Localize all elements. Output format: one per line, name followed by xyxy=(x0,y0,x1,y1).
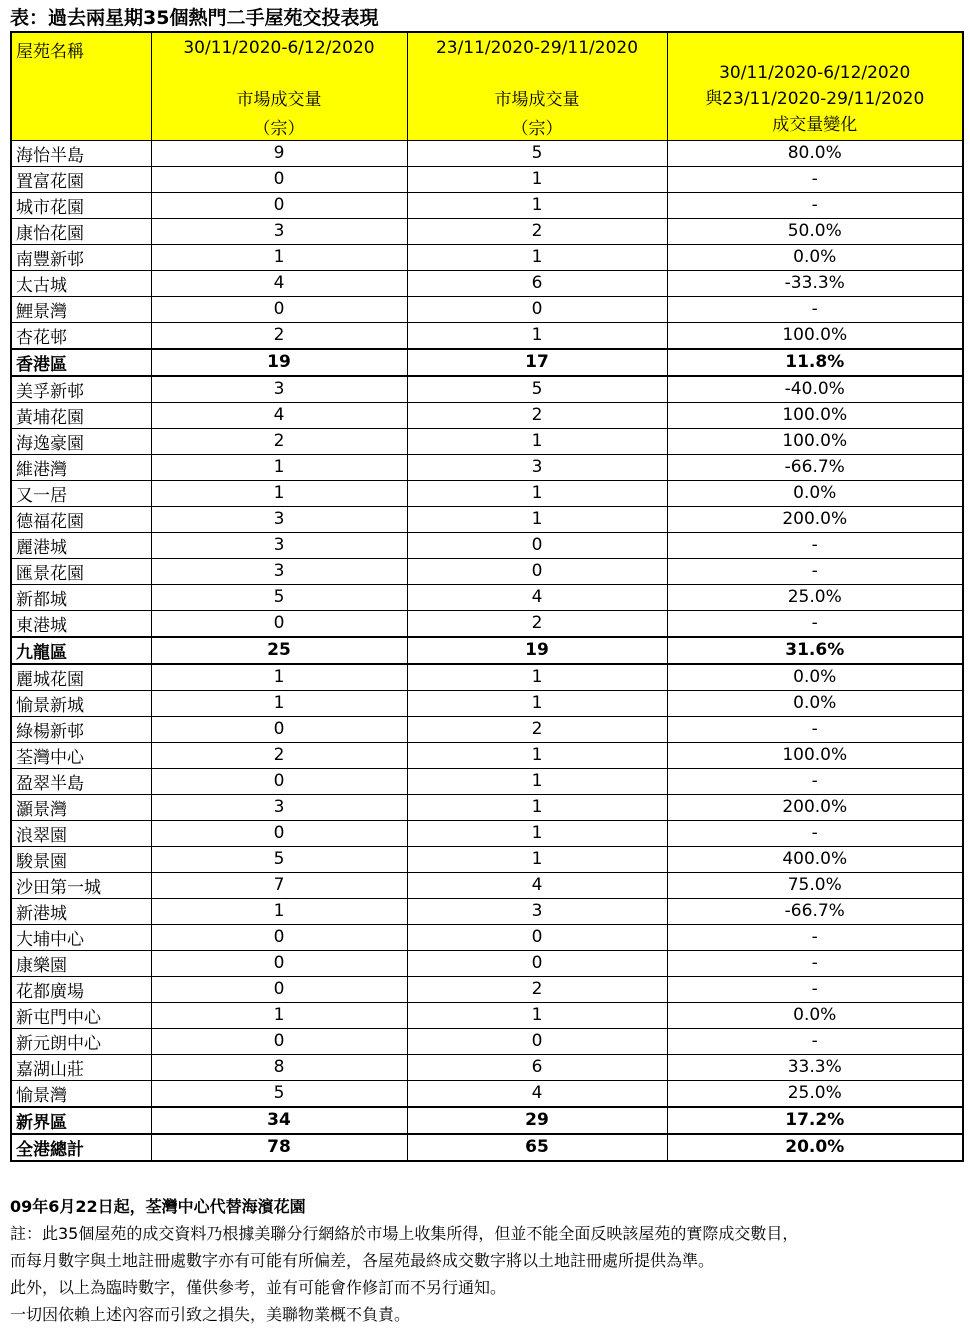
table-row xyxy=(11,768,963,794)
week1-volume-cell: 0 xyxy=(151,820,407,846)
estate-name-cell: 嘉湖山莊 xyxy=(11,1054,151,1080)
table-row xyxy=(11,270,963,296)
week2-volume-cell: 3 xyxy=(407,898,667,924)
change-cell: 11.8% xyxy=(667,349,963,376)
table-body xyxy=(11,140,963,1161)
week2-volume-cell: 4 xyxy=(407,584,667,610)
week1-volume-cell: 3 xyxy=(151,506,407,532)
change-cell: - xyxy=(667,924,963,950)
week1-volume-cell: 2 xyxy=(151,742,407,768)
week1-volume-cell: 0 xyxy=(151,976,407,1002)
week1-volume-cell: 1 xyxy=(151,690,407,716)
estate-name-cell: 鯉景灣 xyxy=(11,296,151,322)
table-row xyxy=(11,950,963,976)
change-cell: - xyxy=(667,976,963,1002)
estate-name-cell: 康樂園 xyxy=(11,950,151,976)
table-header-row xyxy=(11,32,963,140)
week1-volume-cell: 3 xyxy=(151,376,407,403)
change-cell: - xyxy=(667,192,963,218)
week2-volume-cell: 2 xyxy=(407,402,667,428)
table-row xyxy=(11,664,963,691)
week1-volume-cell: 3 xyxy=(151,558,407,584)
change-cell: 50.0% xyxy=(667,218,963,244)
footnotes xyxy=(10,1193,962,1328)
header-week1 xyxy=(151,32,407,140)
change-cell: 400.0% xyxy=(667,846,963,872)
change-cell: - xyxy=(667,296,963,322)
table-row xyxy=(11,218,963,244)
estate-name-cell: 愉景灣 xyxy=(11,1080,151,1107)
table-row xyxy=(11,1002,963,1028)
estate-name-cell: 愉景新城 xyxy=(11,690,151,716)
change-cell: - xyxy=(667,950,963,976)
week1-volume-cell: 0 xyxy=(151,1028,407,1054)
week2-volume-cell: 0 xyxy=(407,1028,667,1054)
table-row xyxy=(11,402,963,428)
week2-volume-cell: 1 xyxy=(407,794,667,820)
page-title: 表：過去兩星期35個熱門二手屋苑交投表現 xyxy=(10,7,379,29)
week2-volume-cell: 1 xyxy=(407,742,667,768)
change-cell: -66.7% xyxy=(667,454,963,480)
week1-volume-cell: 1 xyxy=(151,1002,407,1028)
week1-volume-cell: 3 xyxy=(151,532,407,558)
week1-volume-cell: 2 xyxy=(151,428,407,454)
week1-volume-cell: 4 xyxy=(151,270,407,296)
week2-volume-cell: 1 xyxy=(407,1002,667,1028)
table-row xyxy=(11,244,963,270)
week2-volume-cell: 0 xyxy=(407,950,667,976)
header-estate-name xyxy=(11,32,151,140)
change-cell: 25.0% xyxy=(667,1080,963,1107)
week1-volume-cell: 5 xyxy=(151,1080,407,1107)
header-estate-name-label: 屋苑名稱 xyxy=(16,42,84,62)
week2-volume-cell: 3 xyxy=(407,454,667,480)
header-week1-volume: 市場成交量 xyxy=(236,90,322,110)
estate-name-cell: 花都廣場 xyxy=(11,976,151,1002)
change-cell: -66.7% xyxy=(667,898,963,924)
table-row xyxy=(11,846,963,872)
change-cell: 31.6% xyxy=(667,637,963,664)
table-row xyxy=(11,716,963,742)
change-cell: 0.0% xyxy=(667,480,963,506)
week1-volume-cell: 9 xyxy=(151,140,407,166)
footnote-note4: 一切因依賴上述內容而引致之損失，美聯物業概不負責。 xyxy=(10,1304,411,1324)
estate-name-cell: 新界區 xyxy=(11,1107,151,1134)
week1-volume-cell: 1 xyxy=(151,454,407,480)
change-cell: - xyxy=(667,166,963,192)
table-row xyxy=(11,506,963,532)
week2-volume-cell: 2 xyxy=(407,976,667,1002)
estate-name-cell: 太古城 xyxy=(11,270,151,296)
estate-name-cell: 德福花園 xyxy=(11,506,151,532)
estate-name-cell: 荃灣中心 xyxy=(11,742,151,768)
header-change-line2: 與23/11/2020-29/11/2020 xyxy=(705,89,925,110)
header-week1-unit: （宗） xyxy=(253,119,305,139)
change-cell: - xyxy=(667,532,963,558)
estate-name-cell: 南豐新邨 xyxy=(11,244,151,270)
change-cell: 25.0% xyxy=(667,584,963,610)
week2-volume-cell: 1 xyxy=(407,244,667,270)
change-cell: 100.0% xyxy=(667,402,963,428)
table-row xyxy=(11,192,963,218)
table-row xyxy=(11,140,963,166)
table-row xyxy=(11,322,963,349)
week1-volume-cell: 0 xyxy=(151,192,407,218)
estate-name-cell: 美孚新邨 xyxy=(11,376,151,403)
week2-volume-cell: 5 xyxy=(407,376,667,403)
week1-volume-cell: 5 xyxy=(151,846,407,872)
table-row xyxy=(11,898,963,924)
estate-name-cell: 康怡花園 xyxy=(11,218,151,244)
change-cell: - xyxy=(667,768,963,794)
week2-volume-cell: 1 xyxy=(407,192,667,218)
table-row xyxy=(11,742,963,768)
week2-volume-cell: 0 xyxy=(407,296,667,322)
estate-name-cell: 匯景花園 xyxy=(11,558,151,584)
change-cell: 17.2% xyxy=(667,1107,963,1134)
table-row xyxy=(11,872,963,898)
estate-name-cell: 浪翠園 xyxy=(11,820,151,846)
footnote-note3: 此外，以上為臨時數字，僅供參考，並有可能會作修訂而不另行通知。 xyxy=(10,1277,507,1297)
table-row xyxy=(11,924,963,950)
week2-volume-cell: 29 xyxy=(407,1107,667,1134)
table-row xyxy=(11,976,963,1002)
change-cell: 75.0% xyxy=(667,872,963,898)
week1-volume-cell: 3 xyxy=(151,218,407,244)
week1-volume-cell: 78 xyxy=(151,1134,407,1161)
header-week2-unit: （宗） xyxy=(511,119,563,139)
table-row xyxy=(11,296,963,322)
week2-volume-cell: 4 xyxy=(407,1080,667,1107)
week1-volume-cell: 1 xyxy=(151,898,407,924)
week1-volume-cell: 1 xyxy=(151,244,407,270)
change-cell: - xyxy=(667,1028,963,1054)
table-row xyxy=(11,1028,963,1054)
week1-volume-cell: 3 xyxy=(151,794,407,820)
week2-volume-cell: 2 xyxy=(407,716,667,742)
estate-name-cell: 新都城 xyxy=(11,584,151,610)
week2-volume-cell: 1 xyxy=(407,768,667,794)
change-cell: 0.0% xyxy=(667,244,963,270)
estate-name-cell: 大埔中心 xyxy=(11,924,151,950)
estate-name-cell: 杏花邨 xyxy=(11,322,151,349)
table-summary-row xyxy=(11,349,963,376)
estate-name-cell: 盈翠半島 xyxy=(11,768,151,794)
estate-name-cell: 新屯門中心 xyxy=(11,1002,151,1028)
week2-volume-cell: 6 xyxy=(407,1054,667,1080)
week1-volume-cell: 0 xyxy=(151,296,407,322)
header-week2 xyxy=(407,32,667,140)
footnote-remark: 09年6月22日起，荃灣中心代替海濱花園 xyxy=(10,1196,306,1216)
week1-volume-cell: 1 xyxy=(151,480,407,506)
table-row xyxy=(11,690,963,716)
estate-name-cell: 麗城花園 xyxy=(11,664,151,691)
table-row xyxy=(11,376,963,403)
table-header xyxy=(11,32,963,140)
week1-volume-cell: 8 xyxy=(151,1054,407,1080)
week2-volume-cell: 65 xyxy=(407,1134,667,1161)
header-change-line1: 30/11/2020-6/12/2020 xyxy=(719,63,911,84)
week1-volume-cell: 2 xyxy=(151,322,407,349)
estate-name-cell: 灝景灣 xyxy=(11,794,151,820)
week1-volume-cell: 34 xyxy=(151,1107,407,1134)
estate-name-cell: 全港總計 xyxy=(11,1134,151,1161)
week1-volume-cell: 0 xyxy=(151,924,407,950)
footnote-note2: 而每月數字與土地註冊處數字亦有可能有所偏差，各屋苑最終成交數字將以土地註冊處所提供為準。 xyxy=(10,1250,715,1270)
week1-volume-cell: 25 xyxy=(151,637,407,664)
estate-name-cell: 綠楊新邨 xyxy=(11,716,151,742)
estate-name-cell: 新元朗中心 xyxy=(11,1028,151,1054)
change-cell: -33.3% xyxy=(667,270,963,296)
change-cell: - xyxy=(667,820,963,846)
table-summary-row xyxy=(11,637,963,664)
estate-name-cell: 城市花園 xyxy=(11,192,151,218)
change-cell: 0.0% xyxy=(667,664,963,691)
table-row xyxy=(11,166,963,192)
week2-volume-cell: 17 xyxy=(407,349,667,376)
estate-name-cell: 海逸豪園 xyxy=(11,428,151,454)
estate-name-cell: 維港灣 xyxy=(11,454,151,480)
estate-name-cell: 香港區 xyxy=(11,349,151,376)
estate-name-cell: 海怡半島 xyxy=(11,140,151,166)
week2-volume-cell: 4 xyxy=(407,872,667,898)
week2-volume-cell: 2 xyxy=(407,610,667,637)
table-row xyxy=(11,480,963,506)
change-cell: 200.0% xyxy=(667,506,963,532)
week1-volume-cell: 1 xyxy=(151,664,407,691)
footnote-note1: 註：此35個屋苑的成交資料乃根據美聯分行網絡於市場上收集所得，但並不能全面反映該屋苑的實際成交數目， xyxy=(10,1223,799,1243)
week2-volume-cell: 1 xyxy=(407,506,667,532)
change-cell: 0.0% xyxy=(667,1002,963,1028)
change-cell: - xyxy=(667,610,963,637)
week2-volume-cell: 0 xyxy=(407,558,667,584)
header-week2-volume: 市場成交量 xyxy=(494,90,580,110)
change-cell: 20.0% xyxy=(667,1134,963,1161)
estate-name-cell: 又一居 xyxy=(11,480,151,506)
change-cell: 100.0% xyxy=(667,322,963,349)
estate-name-cell: 沙田第一城 xyxy=(11,872,151,898)
week1-volume-cell: 5 xyxy=(151,584,407,610)
week2-volume-cell: 1 xyxy=(407,322,667,349)
table-row xyxy=(11,532,963,558)
change-cell: 200.0% xyxy=(667,794,963,820)
week2-volume-cell: 1 xyxy=(407,480,667,506)
table-row xyxy=(11,558,963,584)
week2-volume-cell: 1 xyxy=(407,166,667,192)
estate-name-cell: 置富花園 xyxy=(11,166,151,192)
week2-volume-cell: 1 xyxy=(407,820,667,846)
estate-name-cell: 東港城 xyxy=(11,610,151,637)
week1-volume-cell: 7 xyxy=(151,872,407,898)
table-summary-row xyxy=(11,1107,963,1134)
week1-volume-cell: 0 xyxy=(151,166,407,192)
table-row xyxy=(11,1080,963,1107)
change-cell: 100.0% xyxy=(667,428,963,454)
week2-volume-cell: 1 xyxy=(407,846,667,872)
change-cell: -40.0% xyxy=(667,376,963,403)
estate-name-cell: 駿景園 xyxy=(11,846,151,872)
estate-name-cell: 新港城 xyxy=(11,898,151,924)
week2-volume-cell: 2 xyxy=(407,218,667,244)
change-cell: - xyxy=(667,558,963,584)
week2-volume-cell: 1 xyxy=(407,664,667,691)
week1-volume-cell: 0 xyxy=(151,716,407,742)
header-week1-date: 30/11/2020-6/12/2020 xyxy=(183,38,375,58)
change-cell: 33.3% xyxy=(667,1054,963,1080)
week2-volume-cell: 19 xyxy=(407,637,667,664)
week1-volume-cell: 0 xyxy=(151,610,407,637)
week2-volume-cell: 5 xyxy=(407,140,667,166)
table-row xyxy=(11,428,963,454)
estate-name-cell: 九龍區 xyxy=(11,637,151,664)
table-row xyxy=(11,820,963,846)
week2-volume-cell: 6 xyxy=(407,270,667,296)
header-week2-date: 23/11/2020-29/11/2020 xyxy=(435,38,639,58)
week2-volume-cell: 1 xyxy=(407,690,667,716)
table-row xyxy=(11,794,963,820)
table-summary-row xyxy=(11,1134,963,1161)
estate-name-cell: 黃埔花園 xyxy=(11,402,151,428)
table-row xyxy=(11,454,963,480)
header-change xyxy=(667,32,963,140)
estate-name-cell: 麗港城 xyxy=(11,532,151,558)
week1-volume-cell: 4 xyxy=(151,402,407,428)
week2-volume-cell: 0 xyxy=(407,924,667,950)
table-row xyxy=(11,1054,963,1080)
week1-volume-cell: 0 xyxy=(151,950,407,976)
change-cell: - xyxy=(667,716,963,742)
header-change-line3: 成交量變化 xyxy=(772,115,858,136)
change-cell: 80.0% xyxy=(667,140,963,166)
week2-volume-cell: 1 xyxy=(407,428,667,454)
change-cell: 100.0% xyxy=(667,742,963,768)
week2-volume-cell: 0 xyxy=(407,532,667,558)
transactions-table xyxy=(10,31,964,1162)
week1-volume-cell: 19 xyxy=(151,349,407,376)
table-row xyxy=(11,584,963,610)
table-row xyxy=(11,610,963,637)
week1-volume-cell: 0 xyxy=(151,768,407,794)
change-cell: 0.0% xyxy=(667,690,963,716)
